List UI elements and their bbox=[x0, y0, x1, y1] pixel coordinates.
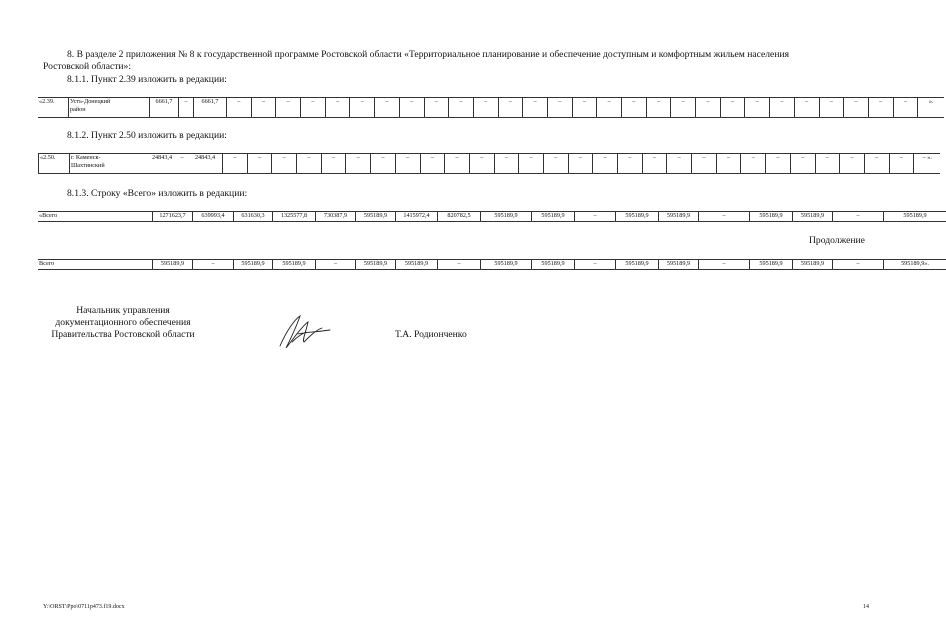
empty-cell-dash: – bbox=[893, 98, 918, 118]
page-number: 14 bbox=[863, 604, 869, 610]
empty-cell-dash: – bbox=[247, 154, 272, 174]
intro-line-1: 8. В разделе 2 приложения № 8 к государственной программе Ростовской области «Территориальное планирование и обеспечение доступным и комфортным жильем населения bbox=[67, 49, 789, 60]
total-value-cell: 595189,9 bbox=[793, 260, 833, 270]
total-value-cell: 595189,9 bbox=[884, 212, 946, 222]
empty-cell-dash: – bbox=[745, 98, 770, 118]
total-value-cell: – bbox=[699, 212, 750, 222]
total-value-cell: – bbox=[575, 260, 616, 270]
empty-cell-dash: – bbox=[449, 98, 474, 118]
section-heading-2-50: 8.1.2. Пункт 2.50 изложить в редакции: bbox=[67, 130, 227, 141]
total-value-cell: 595189,9 bbox=[273, 260, 316, 270]
footer-file-path: Y:\ORST\Ppo\0711p473.f19.docx bbox=[43, 604, 125, 610]
empty-cell-dash: – bbox=[766, 154, 791, 174]
row-value-1: 6661,7 bbox=[150, 98, 179, 118]
empty-cell-dash: – bbox=[844, 98, 869, 118]
total-value-cell: 595189,9 bbox=[616, 260, 659, 270]
empty-cell-dash: – bbox=[840, 154, 865, 174]
empty-cell-dash: – bbox=[720, 98, 745, 118]
total-value-cell: 595189,9 bbox=[616, 212, 659, 222]
row-end-quote: – ». bbox=[914, 154, 941, 174]
row-value-2: – bbox=[176, 154, 188, 174]
empty-cell-dash: – bbox=[696, 98, 721, 118]
continuation-label: Продолжение bbox=[809, 235, 865, 246]
total-value-cell: 595189,9 bbox=[481, 260, 532, 270]
total-value-cell: – bbox=[438, 260, 481, 270]
signature-name: Т.А. Родионченко bbox=[395, 329, 467, 340]
empty-cell-dash: – bbox=[395, 154, 420, 174]
empty-cell-dash: – bbox=[597, 98, 622, 118]
row-name bbox=[69, 98, 150, 118]
total-value-cell: 595189,9 bbox=[659, 212, 699, 222]
empty-cell-dash: – bbox=[667, 154, 692, 174]
empty-cell-dash: – bbox=[251, 98, 276, 118]
total-label-cell: «Всего bbox=[38, 212, 153, 222]
row-name-line-1: Усть-Донецкий bbox=[70, 98, 111, 105]
row-value-3: 24843,4 bbox=[188, 154, 223, 174]
handwritten-signature-image bbox=[276, 312, 334, 352]
total-value-cell: 595189,9 bbox=[532, 212, 575, 222]
empty-cell-dash: – bbox=[568, 154, 593, 174]
empty-cell-dash: – bbox=[622, 98, 647, 118]
empty-cell-dash: – bbox=[572, 98, 597, 118]
empty-cell-dash: – bbox=[424, 98, 449, 118]
empty-cell-dash: – bbox=[815, 154, 840, 174]
total-value-cell: 639993,4 bbox=[193, 212, 234, 222]
empty-cell-dash: – bbox=[420, 154, 445, 174]
empty-cell-dash: – bbox=[375, 98, 400, 118]
total-value-cell: – bbox=[575, 212, 616, 222]
empty-cell-dash: – bbox=[716, 154, 741, 174]
total-value-cell: 595189,9 bbox=[356, 212, 396, 222]
total-value-cell: 631630,3 bbox=[234, 212, 273, 222]
empty-cell-dash: – bbox=[223, 154, 248, 174]
empty-cell-dash: – bbox=[819, 98, 844, 118]
total-value-cell: – bbox=[316, 260, 356, 270]
signature-title-line-2: документационного обеспечения bbox=[55, 317, 191, 328]
total-value-cell: 595189,9 bbox=[481, 212, 532, 222]
row-end-quote: ». bbox=[918, 98, 945, 118]
empty-cell-dash: – bbox=[547, 98, 572, 118]
total-value-cell: 730387,9 bbox=[316, 212, 356, 222]
empty-cell-dash: – bbox=[642, 154, 667, 174]
empty-cell-dash: – bbox=[445, 154, 470, 174]
empty-cell-dash: – bbox=[469, 154, 494, 174]
empty-cell-dash: – bbox=[276, 98, 301, 118]
total-value-cell: 595189,9 bbox=[659, 260, 699, 270]
total-label-cell: Всего bbox=[38, 260, 153, 270]
empty-cell-dash: – bbox=[272, 154, 297, 174]
total-value-cell: 1325577,8 bbox=[273, 212, 316, 222]
signature-title-line-3: Правительства Ростовской области bbox=[51, 329, 195, 340]
total-value-cell: 595189,9 bbox=[793, 212, 833, 222]
empty-cell-dash: – bbox=[543, 154, 568, 174]
total-value-cell: 820782,5 bbox=[438, 212, 481, 222]
table-total-b bbox=[38, 259, 946, 270]
total-value-cell: 595189,9». bbox=[884, 260, 946, 270]
total-value-cell: 1271623,7 bbox=[153, 212, 193, 222]
empty-cell-dash: – bbox=[618, 154, 643, 174]
total-value-cell: 595189,9 bbox=[153, 260, 193, 270]
row-name-line-2: район bbox=[70, 106, 86, 113]
empty-cell-dash: – bbox=[864, 154, 889, 174]
empty-cell-dash: – bbox=[671, 98, 696, 118]
row-number: «2.50. bbox=[39, 154, 70, 174]
section-heading-2-39: 8.1.1. Пункт 2.39 изложить в редакции: bbox=[67, 74, 227, 85]
signature-title bbox=[30, 305, 216, 341]
empty-cell-dash: – bbox=[227, 98, 252, 118]
empty-cell-dash: – bbox=[692, 154, 717, 174]
total-value-cell: 595189,9 bbox=[750, 212, 793, 222]
intro-line-2: Ростовской области»: bbox=[43, 61, 132, 72]
empty-cell-dash: – bbox=[321, 154, 346, 174]
total-value-cell: 595189,9 bbox=[234, 260, 273, 270]
empty-cell-dash: – bbox=[790, 154, 815, 174]
total-value-cell: 595189,9 bbox=[356, 260, 396, 270]
empty-cell-dash: – bbox=[297, 154, 322, 174]
empty-cell-dash: – bbox=[498, 98, 523, 118]
empty-cell-dash: – bbox=[473, 98, 498, 118]
empty-cell-dash: – bbox=[523, 98, 548, 118]
total-value-cell: – bbox=[833, 260, 884, 270]
row-name bbox=[70, 154, 149, 174]
empty-cell-dash: – bbox=[741, 154, 766, 174]
total-value-cell: – bbox=[699, 260, 750, 270]
empty-cell-dash: – bbox=[593, 154, 618, 174]
empty-cell-dash: – bbox=[325, 98, 350, 118]
total-value-cell: 595189,9 bbox=[396, 260, 438, 270]
empty-cell-dash: – bbox=[371, 154, 396, 174]
total-value-cell: – bbox=[193, 260, 234, 270]
empty-cell-dash: – bbox=[794, 98, 819, 118]
total-value-cell: 595189,9 bbox=[750, 260, 793, 270]
empty-cell-dash: – bbox=[399, 98, 424, 118]
empty-cell-dash: – bbox=[770, 98, 795, 118]
row-number: «2.39. bbox=[38, 98, 69, 118]
intro-paragraph bbox=[43, 49, 875, 73]
total-value-cell: 595189,9 bbox=[532, 260, 575, 270]
table-total-a bbox=[38, 211, 946, 222]
total-value-cell: 1415972,4 bbox=[396, 212, 438, 222]
total-value-cell: – bbox=[833, 212, 884, 222]
empty-cell-dash: – bbox=[868, 98, 893, 118]
row-value-3: 6661,7 bbox=[194, 98, 227, 118]
row-value-1: 24843,4 bbox=[148, 154, 176, 174]
empty-cell-dash: – bbox=[494, 154, 519, 174]
empty-cell-dash: – bbox=[519, 154, 544, 174]
section-heading-total: 8.1.3. Строку «Всего» изложить в редакции: bbox=[67, 188, 248, 199]
empty-cell-dash: – bbox=[646, 98, 671, 118]
row-name-line-2: Шахтинский bbox=[71, 162, 105, 169]
empty-cell-dash: – bbox=[350, 98, 375, 118]
row-value-2: – bbox=[179, 98, 194, 118]
empty-cell-dash: – bbox=[346, 154, 371, 174]
row-name-line-1: г. Каменск- bbox=[71, 154, 101, 161]
table-row-2-50 bbox=[38, 153, 940, 174]
table-row-2-39 bbox=[38, 97, 944, 118]
signature-title-line-1: Начальник управления bbox=[76, 305, 170, 316]
empty-cell-dash: – bbox=[301, 98, 326, 118]
empty-cell-dash: – bbox=[889, 154, 914, 174]
